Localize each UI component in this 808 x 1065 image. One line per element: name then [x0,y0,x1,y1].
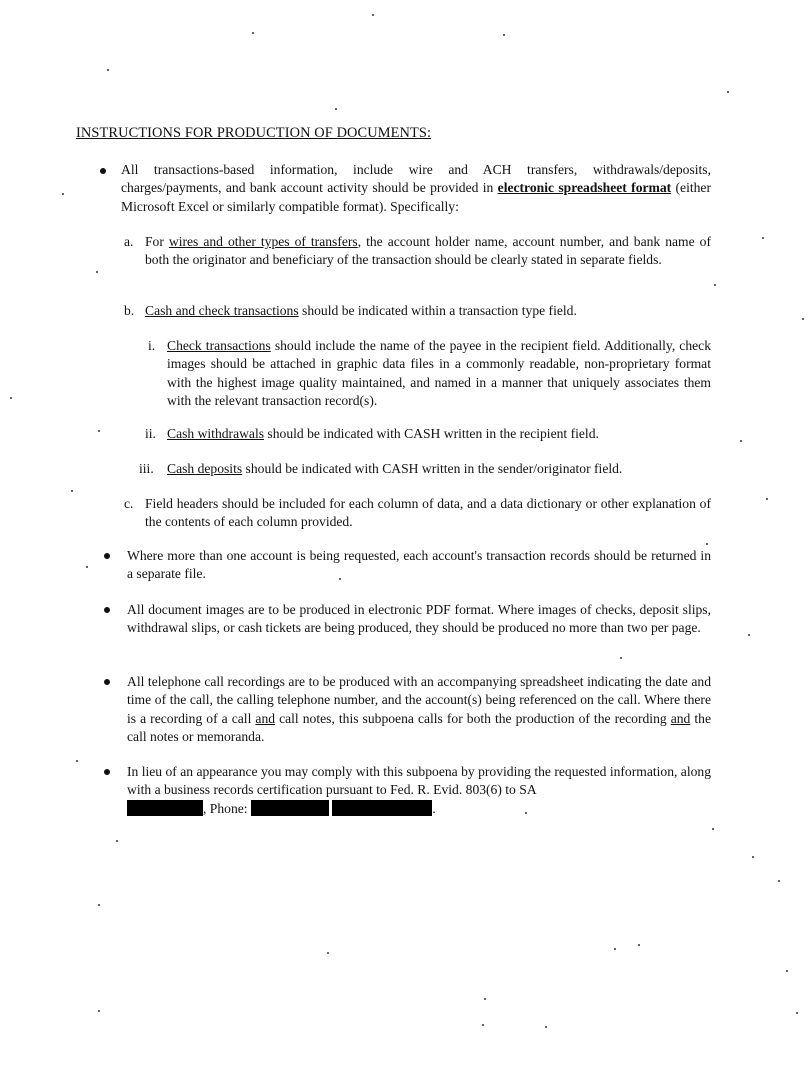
redaction-block [127,800,203,816]
scan-speck [107,69,109,71]
scan-speck [503,34,505,36]
scan-speck [252,32,254,34]
scan-speck [484,998,486,1000]
scan-speck [76,760,78,762]
item-a-underlined: wires and other types of transfers [168,234,358,249]
scan-speck [614,948,616,950]
item-c-marker: c. [124,496,134,511]
scan-speck [372,14,374,16]
item-ii-text-after: should be indicated with CASH written in the recipient field. [264,426,599,441]
item-ii-underlined: Cash withdrawals [167,426,265,441]
item-iii-marker: iii. [139,461,154,476]
scan-speck [740,440,742,442]
scan-speck [62,193,64,195]
scan-speck [335,108,337,110]
scan-speck [796,1012,798,1014]
bullet-marker [104,679,110,685]
bullet-marker [104,607,110,613]
scan-speck [778,880,780,882]
scan-speck [727,91,729,93]
scan-speck [482,1024,484,1026]
scan-speck [545,1026,547,1028]
item-iii-text-after: should be indicated with CASH written in the sender/originator field. [242,461,623,476]
item-b-marker: b. [124,303,135,318]
item-a-text-before: For [145,234,169,249]
item-i-marker: i. [148,338,156,353]
item-iii-paragraph [167,460,711,478]
item-a-text-after: , the account holder name, account number, and bank name of both the originator and beneficiary of the transaction should be clearly stated in separate fields. [145,234,711,268]
page-heading: INSTRUCTIONS FOR PRODUCTION OF DOCUMENTS: [76,125,432,141]
item-i-text-after: should include the name of the payee in the recipient field. Additionally, check images should be attached in graphic data files in a commonly readable, non-proprietary format with the highest image quality maintained, and named in a manner that uniquely associates them with the relevant transaction record(s). [167,338,711,409]
phone-label: , Phone: [203,801,248,816]
scan-speck [748,634,750,636]
scan-speck [98,904,100,906]
bullet-5-paragraph [127,763,711,800]
bullet-marker [104,553,110,559]
item-i-paragraph [167,337,711,411]
scan-speck [638,944,640,946]
scan-speck [116,840,118,842]
bullet-3-paragraph: All document images are to be produced in electronic PDF format. Where images of checks, deposit slips, withdrawal slips, or cash tickets are being produced, they should be produced no more than two per page. [127,602,711,636]
item-c-paragraph: Field headers should be included for each column of data, and a data dictionary or other explanation of the contents of each column provided. [145,496,711,530]
redaction-block [332,800,432,816]
item-b-underlined: Cash and check transactions [145,303,299,318]
scan-speck [98,1010,100,1012]
item-ii-paragraph [167,425,711,443]
scan-speck [86,566,88,568]
scan-speck [766,498,768,500]
scan-speck [525,812,527,814]
scan-speck [802,318,804,320]
item-a-marker: a. [124,234,134,249]
scan-speck [339,578,341,580]
redaction-block [251,800,329,816]
scan-speck [96,271,98,273]
bullet-2-paragraph: Where more than one account is being requested, each account's transaction records should be returned in a separate file. [127,548,711,582]
scan-speck [10,397,12,399]
scan-speck [706,543,708,545]
scan-speck [762,237,764,239]
scan-speck [714,284,716,286]
bullet-1-text-after: (either Microsoft Excel or similarly compatible format). Specifically: [121,180,711,214]
scan-speck [71,490,73,492]
scan-speck [786,970,788,972]
scan-speck [98,430,100,432]
bullet-marker [104,769,110,775]
item-b-text-after: should be indicated within a transaction type field. [298,303,577,318]
scan-speck [712,828,714,830]
bullet-1-paragraph [121,161,711,216]
bullet-1-emphasis: electronic spreadsheet format [497,180,672,196]
bullet-5-redaction-line [127,800,711,818]
bullet-4-text-before: All telephone call recordings are to be produced with an accompanying spreadsheet indicating the date and time of the call, the calling telephone number, and the account(s) being referenced on the call. Where there is a recording of a call [127,674,711,726]
item-a-paragraph [145,233,711,270]
item-ii-marker: ii. [145,426,156,441]
item-i-underlined: Check transactions [167,338,271,353]
item-iii-underlined: Cash deposits [167,461,243,476]
bullet-4-text-after: the call notes or memoranda. [127,710,711,745]
bullet-5-end: . [432,801,436,816]
bullet-4-paragraph [127,673,711,747]
bullet-marker [100,168,106,174]
bullet-4-and-1: and [255,710,276,726]
bullet-1-text-before: All transactions-based information, include wire and ACH transfers, withdrawals/deposits, charges/payments, and bank account activity should be provided in [121,162,711,196]
item-b-paragraph [145,302,711,320]
bullet-4-text-middle: call notes, this subpoena calls for both the production of the recording [275,710,671,726]
scan-speck [752,856,754,858]
scan-speck [327,952,329,954]
scan-speck [620,657,622,659]
bullet-5-text: In lieu of an appearance you may comply with this subpoena by providing the requested information, along with a business records certification pursuant to Fed. R. Evid. 803(6) to SA [127,764,712,798]
bullet-4-and-2: and [670,710,691,726]
